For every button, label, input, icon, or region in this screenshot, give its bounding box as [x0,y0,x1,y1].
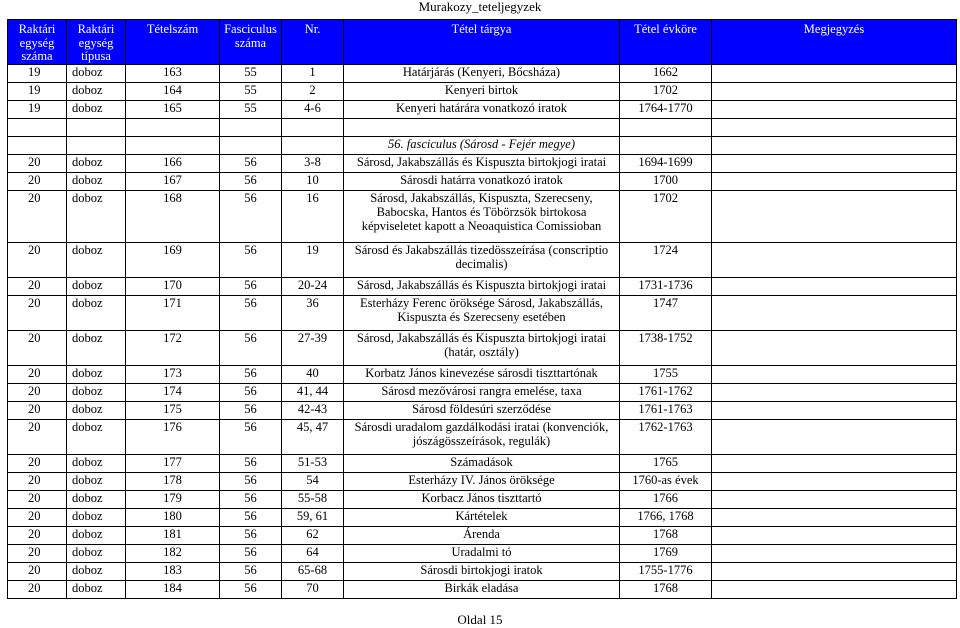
table-row [8,330,957,365]
unit-type-cell: doboz [67,154,126,172]
subject-cell: Sárosdi birtokjogi iratok [344,562,620,580]
unit-number-cell: 20 [8,295,67,330]
note-cell [712,154,957,172]
item-number-cell: 165 [126,100,220,118]
unit-type-cell: doboz [67,401,126,419]
nr-cell: 59, 61 [282,508,344,526]
note-cell [712,401,957,419]
page-footer: Oldal 15 [457,612,503,627]
unit-number-cell: 20 [8,419,67,454]
year-range-cell: 1768 [620,526,712,544]
subject-cell: Sárosd, Jakabszállás és Kispuszta birtokjogi iratai [344,154,620,172]
unit-number-cell: 20 [8,242,67,277]
note-cell [712,419,957,454]
table-row [8,383,957,401]
table-row [8,295,957,330]
unit-number-cell: 20 [8,154,67,172]
unit-type-cell: doboz [67,82,126,100]
nr-cell: 19 [282,242,344,277]
fasciculus-cell: 56 [220,401,282,419]
year-range-cell: 1702 [620,82,712,100]
item-number-cell: 178 [126,472,220,490]
year-range-cell: 1769 [620,544,712,562]
fasciculus-cell: 56 [220,419,282,454]
unit-type-cell: doboz [67,383,126,401]
note-cell [712,330,957,365]
subject-cell: Uradalmi tó [344,544,620,562]
subject-cell: Sárosdi határra vonatkozó iratok [344,172,620,190]
unit-number-cell: 19 [8,100,67,118]
unit-type-cell: doboz [67,242,126,277]
nr-cell: 41, 44 [282,383,344,401]
year-range-cell: 1760-as évek [620,472,712,490]
unit-type-cell: doboz [67,190,126,242]
unit-type-cell: doboz [67,490,126,508]
year-range-cell: 1755 [620,365,712,383]
unit-number-cell: 20 [8,526,67,544]
subject-cell: Kártételek [344,508,620,526]
subject-cell: Korbacz János tiszttartó [344,490,620,508]
note-cell [712,508,957,526]
unit-type-cell: doboz [67,508,126,526]
note-cell [712,580,957,598]
unit-number-cell: 20 [8,383,67,401]
note-cell [712,544,957,562]
item-number-cell: 175 [126,401,220,419]
subject-cell: Sárosdi uradalom gazdálkodási iratai (konvenciók, jószágösszeírások, regulák) [344,419,620,454]
header-tetel-evkore: Tétel évköre [620,20,712,65]
header-fasciculus-szama: Fasciculus száma [220,20,282,65]
item-number-cell: 170 [126,277,220,295]
unit-type-cell: doboz [67,277,126,295]
item-number-cell: 184 [126,580,220,598]
nr-cell: 54 [282,472,344,490]
item-number-cell: 174 [126,383,220,401]
unit-number-cell: 20 [8,472,67,490]
year-range-cell: 1747 [620,295,712,330]
inventory-table [7,19,957,599]
year-range-cell: 1768 [620,580,712,598]
unit-number-cell: 20 [8,277,67,295]
table-body-top [8,64,957,118]
nr-cell: 10 [282,172,344,190]
header-raktari-egyseg-tipusa: Raktári egység típusa [67,20,126,65]
nr-cell: 27-39 [282,330,344,365]
note-cell [712,365,957,383]
unit-type-cell: doboz [67,580,126,598]
unit-number-cell: 19 [8,82,67,100]
note-cell [712,472,957,490]
item-number-cell: 182 [126,544,220,562]
unit-number-cell: 20 [8,544,67,562]
table-section [8,118,957,154]
subject-cell: Sárosd földesúri szerződése [344,401,620,419]
subject-cell: Sárosd, Jakabszállás és Kispuszta birtokjogi iratai (határ, osztály) [344,330,620,365]
nr-cell: 55-58 [282,490,344,508]
item-number-cell: 180 [126,508,220,526]
unit-number-cell: 20 [8,401,67,419]
year-range-cell: 1694-1699 [620,154,712,172]
table-row [8,472,957,490]
note-cell [712,295,957,330]
nr-cell: 36 [282,295,344,330]
table-row [8,82,957,100]
note-cell [712,454,957,472]
unit-type-cell: doboz [67,544,126,562]
nr-cell: 64 [282,544,344,562]
note-cell [712,100,957,118]
fasciculus-cell: 56 [220,472,282,490]
unit-type-cell: doboz [67,454,126,472]
nr-cell: 4-6 [282,100,344,118]
unit-number-cell: 20 [8,190,67,242]
nr-cell: 51-53 [282,454,344,472]
unit-number-cell: 20 [8,490,67,508]
nr-cell: 62 [282,526,344,544]
table-row [8,64,957,82]
note-cell [712,383,957,401]
unit-number-cell: 20 [8,562,67,580]
fasciculus-cell: 56 [220,330,282,365]
table-row [8,365,957,383]
note-cell [712,64,957,82]
unit-number-cell: 20 [8,365,67,383]
nr-cell: 2 [282,82,344,100]
subject-cell: Számadások [344,454,620,472]
unit-number-cell: 20 [8,508,67,526]
subject-cell: Esterházy Ferenc öröksége Sárosd, Jakabszállás, Kispuszta és Szerecseny esetében [344,295,620,330]
item-number-cell: 169 [126,242,220,277]
item-number-cell: 163 [126,64,220,82]
unit-number-cell: 20 [8,454,67,472]
fasciculus-cell: 56 [220,508,282,526]
year-range-cell: 1761-1763 [620,401,712,419]
fasciculus-cell: 56 [220,562,282,580]
table-row [8,172,957,190]
nr-cell: 3-8 [282,154,344,172]
nr-cell: 1 [282,64,344,82]
subject-cell: Esterházy IV. János öröksége [344,472,620,490]
section-title: 56. fasciculus (Sárosd - Fejér megye) [344,136,620,154]
year-range-cell: 1738-1752 [620,330,712,365]
fasciculus-cell: 55 [220,64,282,82]
fasciculus-cell: 56 [220,383,282,401]
unit-type-cell: doboz [67,295,126,330]
unit-number-cell: 20 [8,330,67,365]
fasciculus-cell: 56 [220,526,282,544]
unit-number-cell: 20 [8,172,67,190]
year-range-cell: 1724 [620,242,712,277]
item-number-cell: 177 [126,454,220,472]
table-body-main [8,154,957,598]
item-number-cell: 179 [126,490,220,508]
subject-cell: Árenda [344,526,620,544]
table-row [8,242,957,277]
header-raktari-egyseg-szama: Raktári egység száma [8,20,67,65]
unit-type-cell: doboz [67,365,126,383]
fasciculus-cell: 56 [220,365,282,383]
year-range-cell: 1761-1762 [620,383,712,401]
subject-cell: Sárosd és Jakabszállás tizedösszeírása (conscriptio decimalis) [344,242,620,277]
fasciculus-cell: 56 [220,154,282,172]
header-tetelszam: Tételszám [126,20,220,65]
nr-cell: 45, 47 [282,419,344,454]
note-cell [712,526,957,544]
year-range-cell: 1755-1776 [620,562,712,580]
note-cell [712,190,957,242]
fasciculus-cell: 56 [220,454,282,472]
unit-number-cell: 19 [8,64,67,82]
unit-type-cell: doboz [67,419,126,454]
unit-type-cell: doboz [67,330,126,365]
table-row [8,562,957,580]
fasciculus-cell: 55 [220,100,282,118]
section-title-row [8,136,957,154]
item-number-cell: 168 [126,190,220,242]
item-number-cell: 164 [126,82,220,100]
unit-type-cell: doboz [67,526,126,544]
subject-cell: Sárosd, Jakabszállás, Kispuszta, Szerecseny, Babocska, Hantos és Töbörzsök birtokosa képviseletet kapott a Neoaquistica Comissioban [344,190,620,242]
item-number-cell: 167 [126,172,220,190]
item-number-cell: 181 [126,526,220,544]
unit-type-cell: doboz [67,472,126,490]
table-row [8,580,957,598]
item-number-cell: 173 [126,365,220,383]
table-row [8,190,957,242]
nr-cell: 65-68 [282,562,344,580]
item-number-cell: 171 [126,295,220,330]
note-cell [712,82,957,100]
unit-type-cell: doboz [67,64,126,82]
fasciculus-cell: 56 [220,190,282,242]
table-row [8,419,957,454]
year-range-cell: 1662 [620,64,712,82]
nr-cell: 70 [282,580,344,598]
year-range-cell: 1702 [620,190,712,242]
year-range-cell: 1762-1763 [620,419,712,454]
year-range-cell: 1765 [620,454,712,472]
table-row [8,454,957,472]
subject-cell: Sárosd mezővárosi rangra emelése, taxa [344,383,620,401]
nr-cell: 42-43 [282,401,344,419]
subject-cell: Kenyeri birtok [344,82,620,100]
table-header-row [8,20,957,65]
fasciculus-cell: 56 [220,295,282,330]
fasciculus-cell: 55 [220,82,282,100]
table-row [8,154,957,172]
empty-row [8,118,957,136]
note-cell [712,172,957,190]
table-row [8,526,957,544]
table-row [8,508,957,526]
year-range-cell: 1731-1736 [620,277,712,295]
subject-cell: Birkák eladása [344,580,620,598]
item-number-cell: 172 [126,330,220,365]
year-range-cell: 1764-1770 [620,100,712,118]
fasciculus-cell: 56 [220,277,282,295]
unit-type-cell: doboz [67,100,126,118]
item-number-cell: 176 [126,419,220,454]
header-tetel-targya: Tétel tárgya [344,20,620,65]
document-title: Murakozy_teteljegyzek [418,0,542,14]
year-range-cell: 1766, 1768 [620,508,712,526]
header-nr: Nr. [282,20,344,65]
unit-type-cell: doboz [67,172,126,190]
header-megjegyzes: Megjegyzés [712,20,957,65]
unit-type-cell: doboz [67,562,126,580]
fasciculus-cell: 56 [220,580,282,598]
fasciculus-cell: 56 [220,242,282,277]
table-row [8,490,957,508]
year-range-cell: 1766 [620,490,712,508]
subject-cell: Kenyeri határára vonatkozó iratok [344,100,620,118]
table-row [8,401,957,419]
note-cell [712,490,957,508]
item-number-cell: 166 [126,154,220,172]
fasciculus-cell: 56 [220,544,282,562]
note-cell [712,277,957,295]
nr-cell: 20-24 [282,277,344,295]
year-range-cell: 1700 [620,172,712,190]
table-row [8,544,957,562]
note-cell [712,562,957,580]
unit-number-cell: 20 [8,580,67,598]
item-number-cell: 183 [126,562,220,580]
subject-cell: Határjárás (Kenyeri, Bőcsháza) [344,64,620,82]
note-cell [712,242,957,277]
table-row [8,277,957,295]
subject-cell: Sárosd, Jakabszállás és Kispuszta birtokjogi iratai [344,277,620,295]
fasciculus-cell: 56 [220,490,282,508]
table-row [8,100,957,118]
fasciculus-cell: 56 [220,172,282,190]
nr-cell: 40 [282,365,344,383]
subject-cell: Korbatz János kinevezése sárosdi tiszttartónak [344,365,620,383]
nr-cell: 16 [282,190,344,242]
